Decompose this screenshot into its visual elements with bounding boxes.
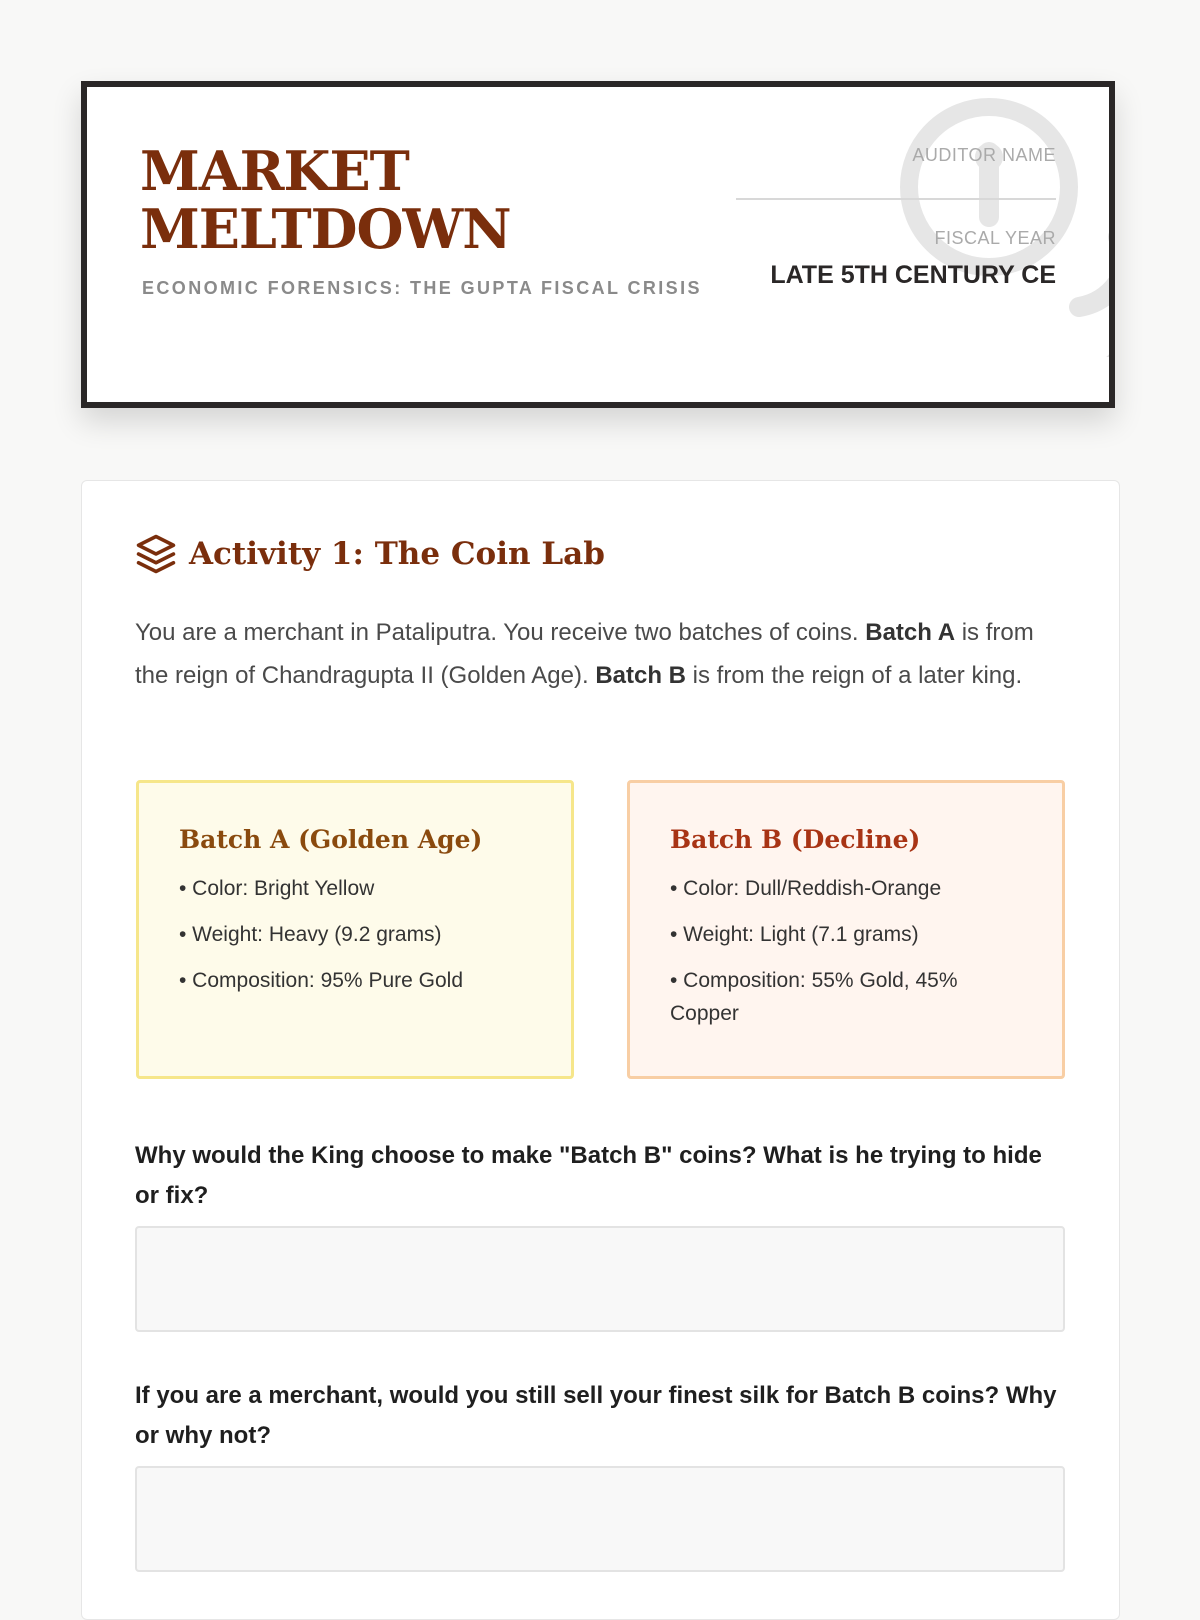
fiscal-year-label: FISCAL YEAR xyxy=(934,228,1056,248)
batch-a-composition: • Composition: 95% Pure Gold xyxy=(179,969,463,992)
batch-a-box xyxy=(136,780,574,1079)
activity-card xyxy=(81,480,1120,1620)
batch-b-composition: • Composition: 55% Gold, 45% Copper xyxy=(670,969,958,1025)
answer-1-input[interactable] xyxy=(135,1226,1065,1332)
batch-b-weight: • Weight: Light (7.1 grams) xyxy=(670,923,919,946)
question-2: If you are a merchant, would you still sell your finest silk for Batch B coins? Why or why not? xyxy=(135,1382,1057,1449)
question-1: Why would the King choose to make "Batch B" coins? What is he trying to hide or fix? xyxy=(135,1142,1042,1209)
header-meta xyxy=(736,145,1056,290)
title-line-2: MELTDOWN xyxy=(140,197,511,261)
answer-2-input[interactable] xyxy=(135,1466,1065,1572)
auditor-name-label: AUDITOR NAME xyxy=(912,145,1056,165)
intro-text-3: is from the reign of a later king. xyxy=(686,662,1023,689)
activity-intro xyxy=(135,611,1065,697)
title-line-1: MARKET xyxy=(140,139,409,203)
layers-icon xyxy=(135,533,177,575)
intro-text-1: You are a merchant in Pataliputra. You receive two batches of coins. xyxy=(135,619,866,646)
batch-a-color: • Color: Bright Yellow xyxy=(179,877,375,900)
activity-heading xyxy=(135,533,605,575)
batch-a-weight: • Weight: Heavy (9.2 grams) xyxy=(179,923,442,946)
page-title xyxy=(140,139,511,261)
worksheet-header xyxy=(81,81,1115,408)
page-subtitle: ECONOMIC FORENSICS: THE GUPTA FISCAL CRISIS xyxy=(142,278,702,298)
activity-title: Activity 1: The Coin Lab xyxy=(189,536,605,572)
intro-batch-b: Batch B xyxy=(595,662,686,689)
batch-a-title: Batch A (Golden Age) xyxy=(179,825,483,854)
fiscal-year-value: LATE 5TH CENTURY CE xyxy=(770,261,1056,289)
intro-batch-a: Batch A xyxy=(865,619,956,646)
batch-b-color: • Color: Dull/Reddish-Orange xyxy=(670,877,942,900)
auditor-name-field[interactable] xyxy=(736,198,1056,200)
intro-text-2: is from the reign of Chandragupta II (Golden Age). xyxy=(135,619,1034,689)
batch-b-title: Batch B (Decline) xyxy=(670,825,921,854)
batch-b-box xyxy=(627,780,1065,1079)
